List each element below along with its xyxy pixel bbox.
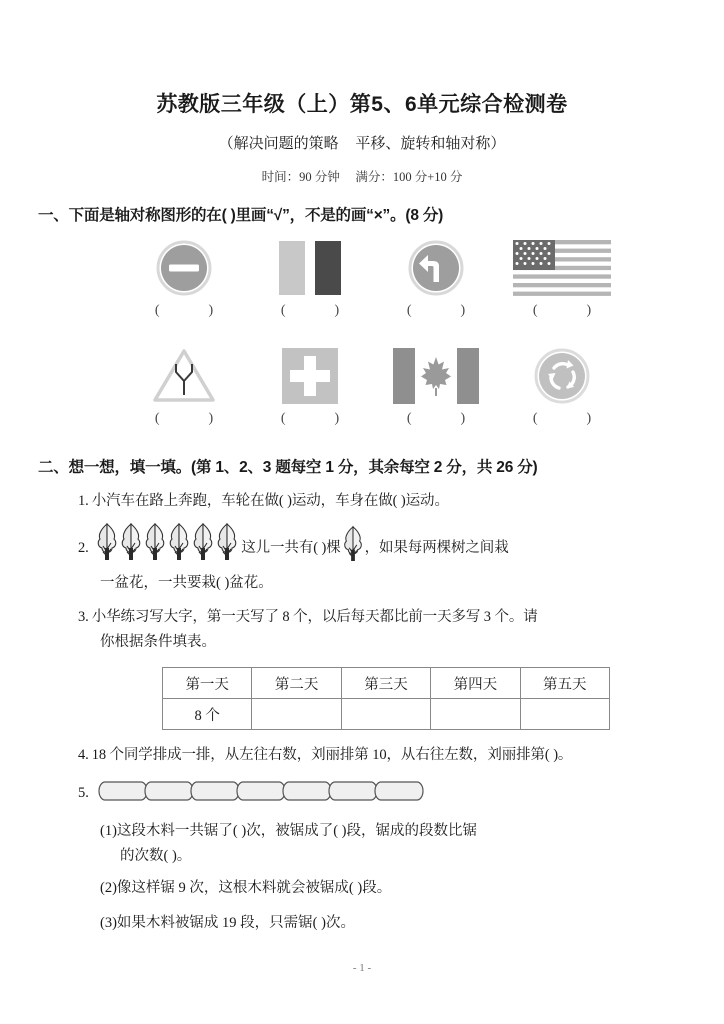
day-table — [162, 667, 610, 730]
question-5-sub-1-line-2: 的次数( )。 — [120, 848, 192, 864]
question-2-text-a: 这儿一共有( )棵 — [241, 540, 341, 557]
symmetry-item — [510, 237, 614, 319]
question-2-number: 2. — [78, 540, 89, 557]
question-5 — [78, 779, 724, 808]
tree-group-icon — [95, 522, 241, 569]
table-cell-value[interactable]: 8 个 — [163, 699, 252, 730]
page-subtitle: （解决问题的策略 平移、旋转和轴对称） — [218, 135, 506, 152]
answer-blank[interactable]: ( ) — [280, 303, 340, 318]
exam-meta: 时间：90 分钟 满分：100 分+10 分 — [261, 170, 463, 184]
table-header-cell: 第三天 — [341, 668, 430, 699]
symmetry-item — [132, 237, 236, 319]
section-2-heading: 二、想一想，填一填。(第 1、2、3 题每空 1 分，其余每空 2 分，共 26 分) — [38, 459, 538, 476]
question-4 — [78, 744, 724, 766]
symmetry-icon-row-1 — [132, 237, 614, 319]
answer-blank[interactable]: ( ) — [406, 303, 466, 318]
table-row — [163, 699, 610, 730]
section-1-heading: 一、下面是轴对称图形的在( )里画“√”，不是的画“×”。(8 分) — [38, 207, 444, 224]
symmetry-item — [258, 345, 362, 427]
question-1-text: 小汽车在路上奔跑，车轮在做( )运动，车身在做( )运动。 — [91, 493, 449, 509]
question-4-text: 18 个同学排成一排，从左往右数，刘丽排第 10，从右往左数，刘丽排第( )。 — [91, 747, 573, 764]
symmetry-item — [258, 237, 362, 319]
table-header-cell: 第五天 — [520, 668, 609, 699]
no-entry-sign-icon — [156, 237, 212, 299]
question-2-text-b: ，如果每两棵树之间栽 — [364, 540, 509, 557]
question-5-sub-2: (2)像这样锯 9 次，这根木料就会被锯成( )段。 — [100, 880, 392, 896]
answer-blank[interactable]: ( ) — [532, 303, 592, 318]
table-header-cell: 第一天 — [163, 668, 252, 699]
question-3 — [78, 606, 724, 628]
answer-blank[interactable]: ( ) — [154, 411, 214, 426]
symmetry-item — [132, 345, 236, 427]
question-3-line-2: 你根据条件填表。 — [100, 633, 216, 650]
answer-blank[interactable]: ( ) — [406, 411, 466, 426]
roundabout-sign-icon — [534, 345, 590, 407]
table-cell-value[interactable] — [341, 699, 430, 730]
canada-flag-icon — [393, 345, 479, 407]
day-table-wrapper — [162, 667, 724, 730]
tree-single-icon — [341, 525, 365, 568]
table-cell-value[interactable] — [520, 699, 609, 730]
usa-flag-icon — [513, 237, 611, 299]
table-header-cell: 第二天 — [252, 668, 341, 699]
question-5-number: 5. — [78, 784, 89, 801]
table-row-header — [163, 668, 610, 699]
table-cell-value[interactable] — [252, 699, 341, 730]
table-header-cell: 第四天 — [431, 668, 520, 699]
wood-log-figure-icon — [97, 779, 427, 808]
question-1 — [78, 490, 724, 512]
question-3-line-1: 小华练习写大字，第一天写了 8 个，以后每天都比前一天多写 3 个。请 — [91, 609, 538, 626]
symmetry-icon-row-2 — [132, 345, 614, 427]
question-2 — [78, 522, 724, 569]
answer-blank[interactable]: ( ) — [532, 411, 592, 426]
left-turn-sign-icon — [408, 237, 464, 299]
question-5-sub-3: (3)如果木料被锯成 19 段，只需锯( )次。 — [100, 915, 355, 932]
question-4-number: 4. — [78, 747, 89, 764]
two-color-flag-icon — [274, 237, 346, 299]
question-1-number: 1. — [78, 493, 89, 509]
answer-blank[interactable]: ( ) — [154, 303, 214, 318]
symmetry-item — [384, 237, 488, 319]
symmetry-item — [510, 345, 614, 427]
merge-warning-sign-icon — [151, 345, 217, 407]
swiss-cross-flag-icon — [282, 345, 338, 407]
question-2-line-2: 一盆花，一共要栽( )盆花。 — [100, 574, 273, 591]
answer-blank[interactable]: ( ) — [280, 411, 340, 426]
symmetry-item — [384, 345, 488, 427]
page-footer: - 1 - — [352, 962, 372, 974]
question-3-number: 3. — [78, 609, 89, 626]
page-title: 苏教版三年级（上）第5、6单元综合检测卷 — [156, 93, 568, 116]
question-5-sub-1-line-1: (1)这段木料一共锯了( )次，被锯成了( )段，锯成的段数比锯 — [100, 822, 477, 839]
table-cell-value[interactable] — [431, 699, 520, 730]
